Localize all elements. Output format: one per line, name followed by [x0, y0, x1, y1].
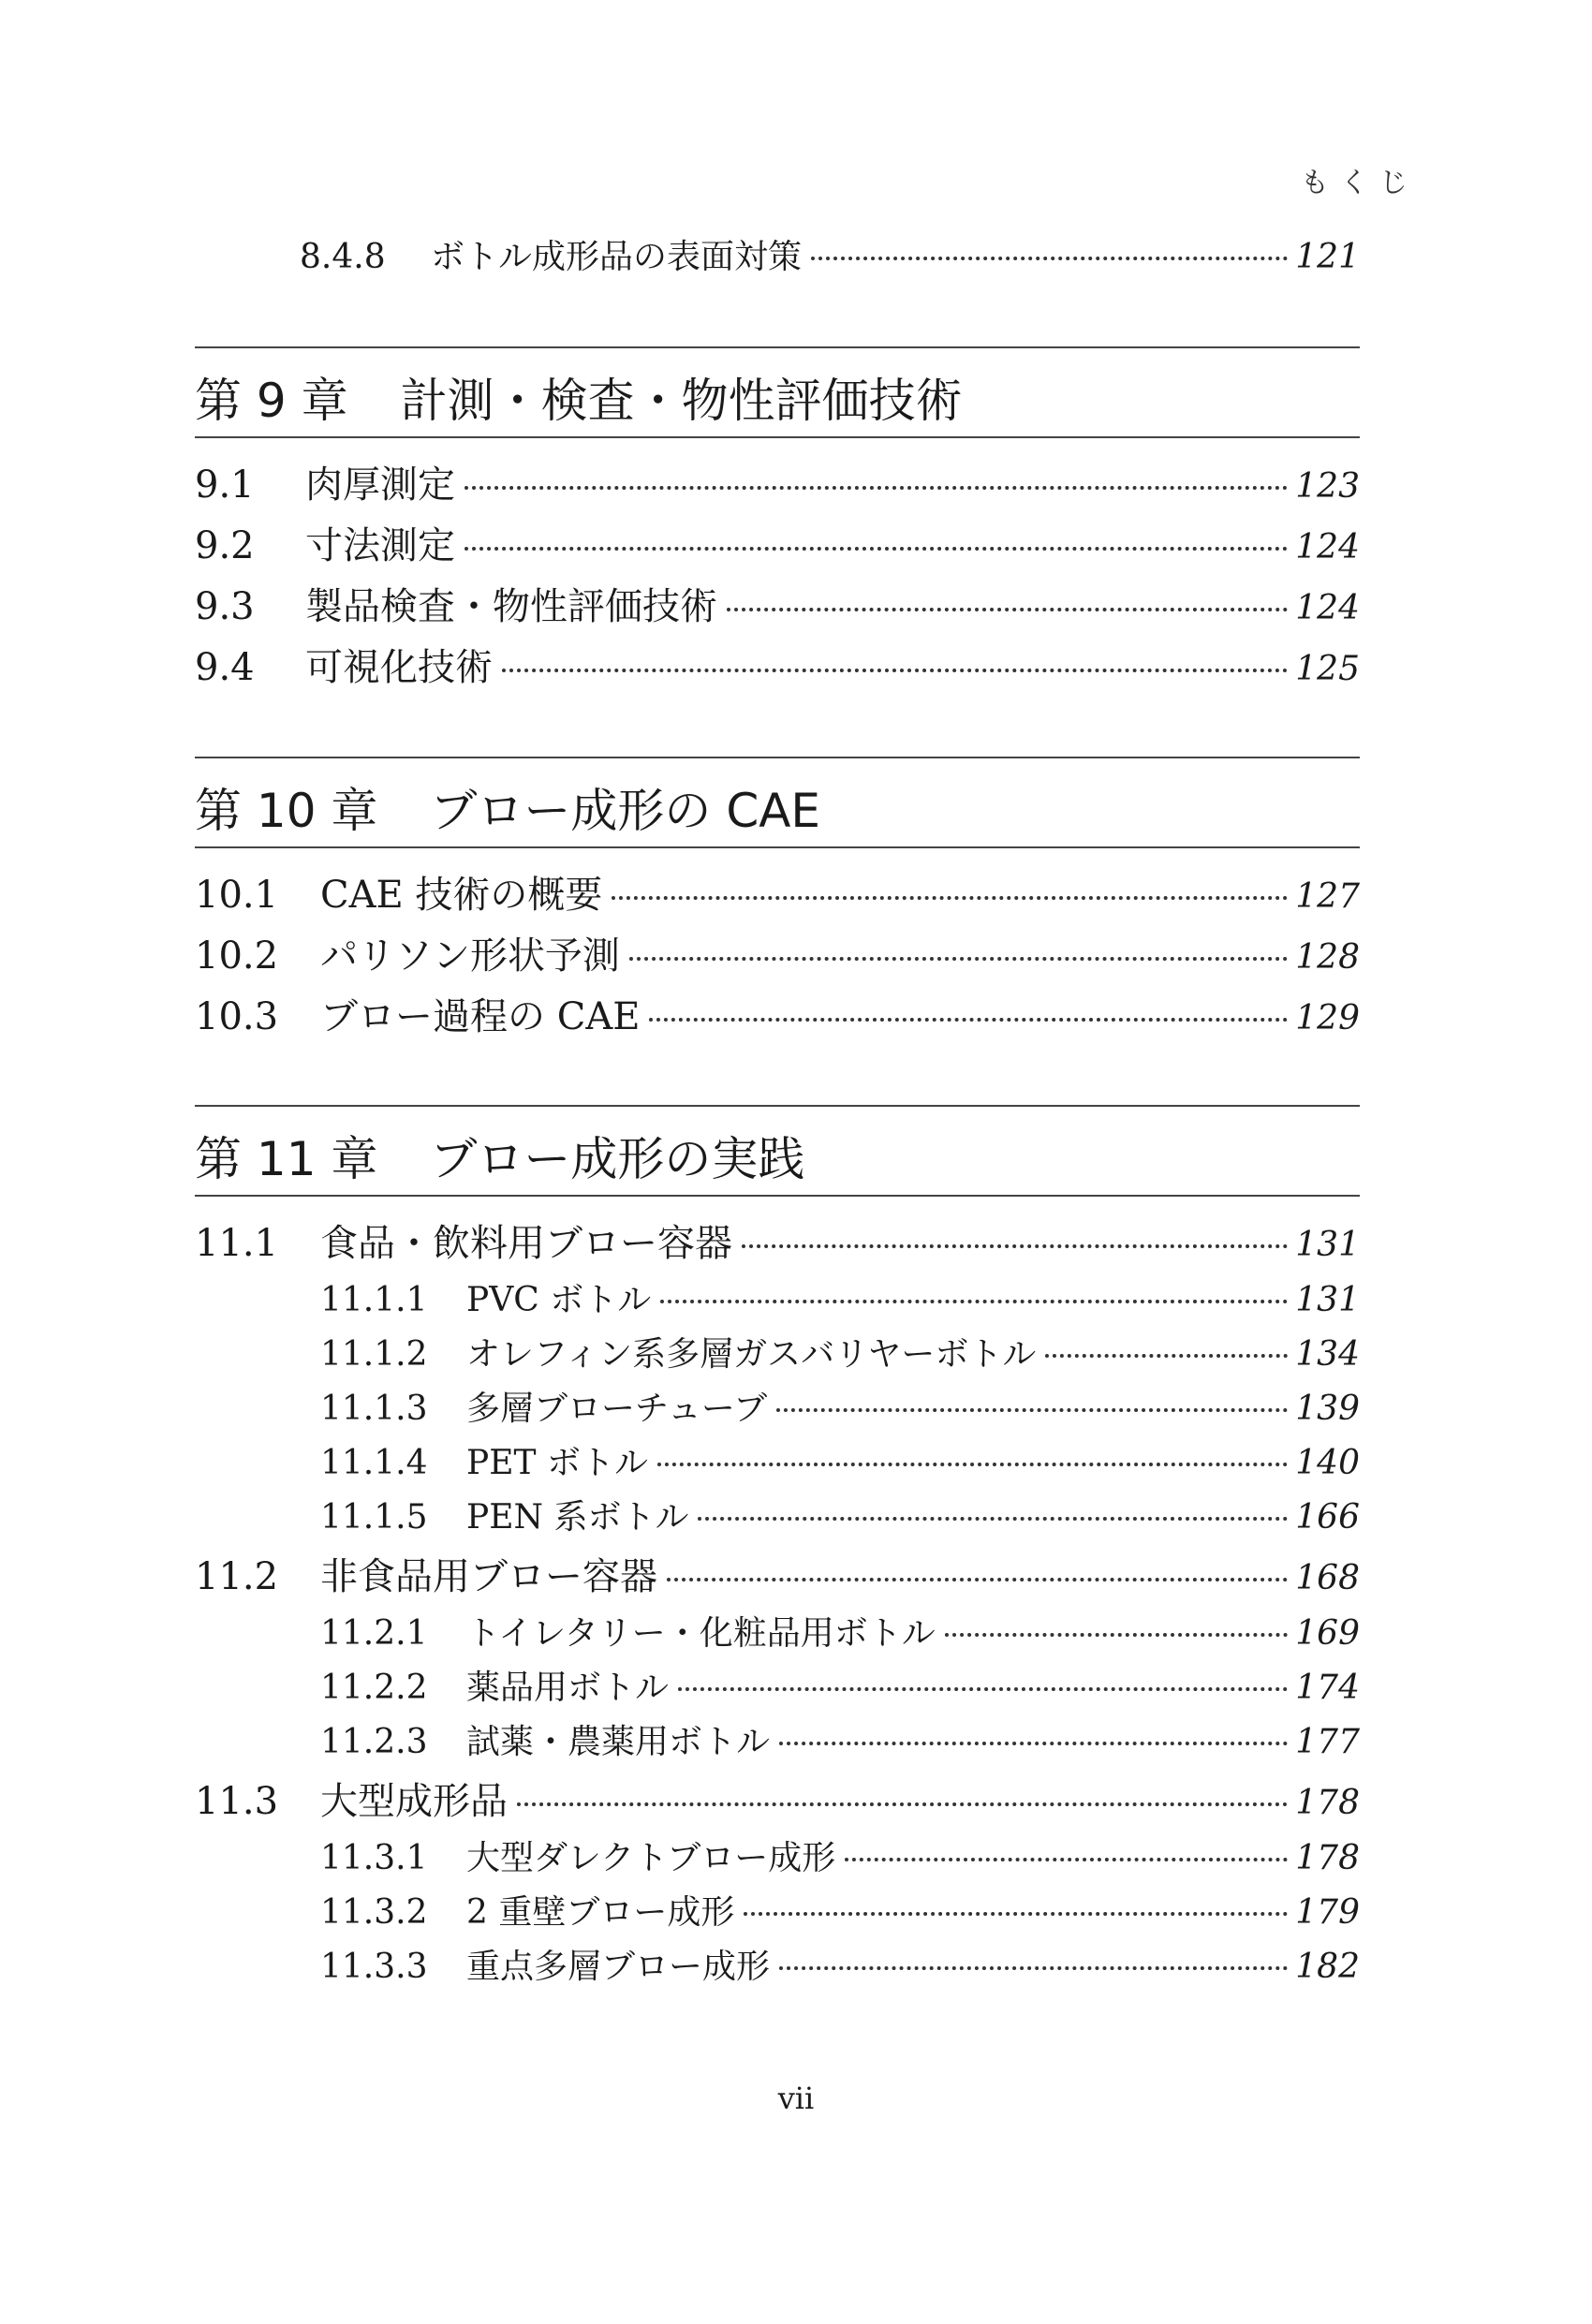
- entry-page: 168: [1295, 1559, 1360, 1597]
- entry-page: 121: [1295, 238, 1360, 276]
- dot-leader: [667, 1578, 1288, 1581]
- dot-leader: [629, 957, 1288, 961]
- chapter-title: 計測・検査・物性評価技術: [400, 374, 963, 428]
- dot-leader: [612, 896, 1288, 900]
- entry-title: パリソン形状予測: [320, 934, 620, 978]
- entry-title: ブロー過程の CAE: [320, 995, 641, 1038]
- entry-page: 134: [1295, 1335, 1360, 1374]
- dot-leader: [517, 1802, 1288, 1806]
- entry-title: 2 重壁ブロー成形: [466, 1893, 735, 1932]
- entry-page: 140: [1295, 1444, 1360, 1482]
- entry-title: 肉厚測定: [305, 463, 455, 507]
- dot-leader: [776, 1408, 1288, 1412]
- dot-leader: [779, 1966, 1288, 1970]
- entry-page: 131: [1295, 1226, 1360, 1264]
- entry-title: トイレタリー・化粧品用ボトル: [466, 1614, 936, 1653]
- chapter-title: ブロー成形の実践: [430, 1132, 805, 1186]
- entry-page: 179: [1295, 1893, 1360, 1932]
- entry-title: 試薬・農薬用ボトル: [466, 1723, 771, 1761]
- entry-number: 8.4.8: [300, 238, 386, 276]
- chapter-title: ブロー成形の CAE: [430, 784, 821, 838]
- toc-entry-10-2[interactable]: [0, 926, 1360, 979]
- entry-title: 多層ブローチューブ: [466, 1390, 768, 1428]
- dot-leader: [502, 669, 1288, 672]
- dot-leader: [464, 486, 1288, 490]
- entry-page: 129: [1295, 999, 1360, 1037]
- dot-leader: [649, 1018, 1288, 1022]
- entry-number: 11.2.1: [320, 1614, 428, 1653]
- entry-number: 11.1.4: [320, 1444, 428, 1482]
- entry-number: 11.3.3: [320, 1948, 428, 1986]
- toc-entry-11-3[interactable]: [0, 1772, 1360, 1825]
- entry-number: 11.2.3: [320, 1723, 428, 1761]
- chapter-rule-bottom: [195, 1195, 1360, 1197]
- toc-entry-10-1[interactable]: [0, 865, 1360, 919]
- chapter-heading-10[interactable]: [195, 773, 820, 841]
- toc-entry-11-2-1[interactable]: [0, 1607, 1360, 1655]
- entry-number: 10.3: [195, 995, 279, 1038]
- entry-page: 127: [1295, 877, 1360, 916]
- dot-leader: [727, 608, 1288, 611]
- chapter-rule-top: [195, 757, 1360, 758]
- chapter-label: 第 10 章: [195, 784, 378, 838]
- entry-number: 11.1.5: [320, 1498, 428, 1537]
- dot-leader: [744, 1912, 1288, 1916]
- dot-leader: [945, 1633, 1289, 1637]
- entry-page: 139: [1295, 1390, 1360, 1428]
- toc-entry-11-1-3[interactable]: [0, 1382, 1360, 1430]
- entry-title: 非食品用ブロー容器: [320, 1555, 657, 1598]
- toc-entry-9-4[interactable]: [0, 638, 1360, 691]
- entry-page: 125: [1295, 650, 1360, 688]
- entry-page: 174: [1295, 1669, 1360, 1707]
- entry-number: 9.4: [195, 646, 255, 689]
- dot-leader: [1045, 1354, 1288, 1358]
- dot-leader: [742, 1244, 1288, 1248]
- entry-number: 11.1: [195, 1222, 279, 1265]
- entry-number: 10.1: [195, 874, 279, 917]
- entry-title: 製品検査・物性評価技術: [305, 585, 717, 628]
- toc-entry-11-1[interactable]: [0, 1213, 1360, 1267]
- dot-leader: [779, 1742, 1288, 1745]
- entry-page: 177: [1295, 1723, 1360, 1761]
- dot-leader: [845, 1858, 1288, 1861]
- chapter-heading-9[interactable]: [195, 363, 963, 431]
- entry-number: 10.2: [195, 934, 279, 978]
- entry-title: 食品・飲料用ブロー容器: [320, 1222, 732, 1265]
- entry-page: 178: [1295, 1784, 1360, 1822]
- entry-page: 124: [1295, 589, 1360, 627]
- entry-page: 182: [1295, 1948, 1360, 1986]
- entry-page: 124: [1295, 528, 1360, 566]
- toc-entry-9-3[interactable]: [0, 577, 1360, 630]
- running-header: もくじ: [1301, 167, 1419, 199]
- entry-number: 11.3: [195, 1780, 279, 1823]
- toc-entry-9-1[interactable]: [0, 455, 1360, 508]
- chapter-rule-bottom: [195, 436, 1360, 438]
- entry-number: 11.1.2: [320, 1335, 428, 1374]
- entry-title: PEN 系ボトル: [466, 1498, 689, 1537]
- entry-title: 薬品用ボトル: [466, 1669, 670, 1707]
- toc-entry-11-1-2[interactable]: [0, 1328, 1360, 1375]
- entry-page: 166: [1295, 1498, 1360, 1537]
- toc-entry-11-3-2[interactable]: [0, 1886, 1360, 1934]
- dot-leader: [660, 1300, 1288, 1303]
- entry-title: 大型成形品: [320, 1780, 508, 1823]
- toc-entry-11-2-2[interactable]: [0, 1661, 1360, 1709]
- dot-leader: [698, 1517, 1288, 1521]
- chapter-label: 第 9 章: [195, 374, 348, 428]
- chapter-label: 第 11 章: [195, 1132, 378, 1186]
- toc-entry-10-3[interactable]: [0, 987, 1360, 1040]
- toc-entry-11-3-1[interactable]: [0, 1831, 1360, 1879]
- entry-page: 178: [1295, 1839, 1360, 1877]
- entry-title: PET ボトル: [466, 1444, 648, 1482]
- entry-title: 可視化技術: [305, 646, 493, 689]
- toc-entry-11-1-5[interactable]: [0, 1491, 1360, 1538]
- page-number: vii: [777, 2081, 815, 2116]
- entry-page: 169: [1295, 1614, 1360, 1653]
- toc-entry-11-3-3[interactable]: [0, 1940, 1360, 1988]
- entry-title: オレフィン系多層ガスバリヤーボトル: [466, 1335, 1037, 1374]
- entry-title: 重点多層ブロー成形: [466, 1948, 771, 1986]
- entry-number: 9.1: [195, 463, 255, 507]
- dot-leader: [657, 1463, 1288, 1466]
- entry-page: 131: [1295, 1281, 1360, 1319]
- entry-number: 11.1.3: [320, 1390, 428, 1428]
- entry-number: 11.3.1: [320, 1839, 428, 1877]
- toc-entry-9-2[interactable]: [0, 516, 1360, 569]
- entry-page: 123: [1295, 467, 1360, 506]
- entry-page: 128: [1295, 938, 1360, 977]
- entry-title: 寸法測定: [305, 524, 455, 567]
- entry-number: 11.2: [195, 1555, 279, 1598]
- entry-number: 11.3.2: [320, 1893, 428, 1932]
- entry-number: 9.2: [195, 524, 255, 567]
- chapter-rule-top: [195, 346, 1360, 348]
- chapter-rule-bottom: [195, 846, 1360, 848]
- chapter-heading-11[interactable]: [195, 1122, 804, 1189]
- entry-title: PVC ボトル: [466, 1281, 652, 1319]
- entry-number: 11.2.2: [320, 1669, 428, 1707]
- toc-entry-11-2-3[interactable]: [0, 1715, 1360, 1763]
- toc-entry-11-1-1[interactable]: [0, 1273, 1360, 1321]
- entry-number: 9.3: [195, 585, 255, 628]
- toc-entry-11-1-4[interactable]: [0, 1436, 1360, 1484]
- chapter-rule-top: [195, 1105, 1360, 1107]
- toc-entry-8-4-8[interactable]: [0, 230, 1360, 278]
- dot-leader: [678, 1687, 1288, 1691]
- entry-title: ボトル成形品の表面対策: [431, 238, 803, 276]
- entry-number: 11.1.1: [320, 1281, 428, 1319]
- dot-leader: [464, 547, 1288, 551]
- toc-entry-11-2[interactable]: [0, 1547, 1360, 1600]
- entry-title: 大型ダレクトブロー成形: [466, 1839, 836, 1877]
- dot-leader: [811, 257, 1288, 260]
- entry-title: CAE 技術の概要: [320, 874, 603, 917]
